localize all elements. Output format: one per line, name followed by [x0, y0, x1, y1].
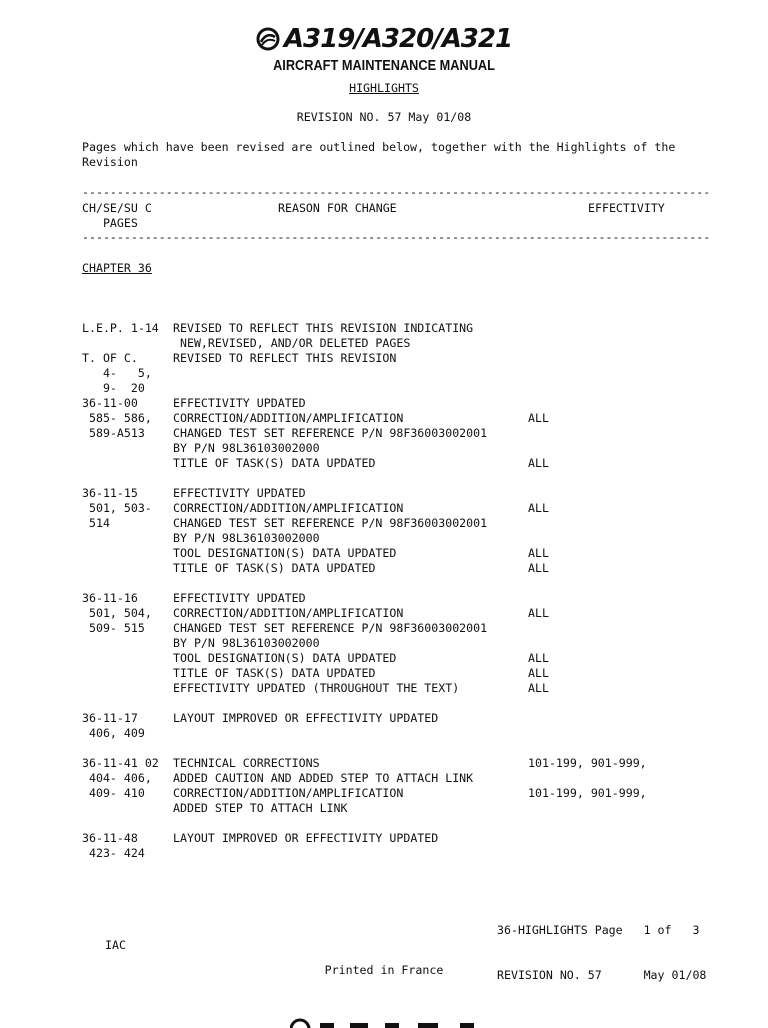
airbus-logo	[256, 24, 512, 54]
entry-reason: CORRECTION/ADDITION/AMPLIFICATION	[173, 606, 404, 620]
entry-reason: LAYOUT IMPROVED OR EFFECTIVITY UPDATED	[173, 831, 439, 845]
entry-pages: 589-A513	[82, 426, 145, 440]
printed-in: Printed in France	[324, 963, 444, 977]
entry-reason: TITLE OF TASK(S) DATA UPDATED	[173, 456, 376, 470]
entry-pages: 406, 409	[82, 726, 145, 740]
entry-pages: 585- 586,	[82, 411, 152, 425]
entry-reason: BY P/N 98L36103002000	[173, 441, 320, 455]
col-header-pages-2: PAGES	[82, 216, 138, 230]
entry-effectivity: ALL	[528, 651, 549, 665]
header-rule-bottom: ------------------------------------------------------------------------------------------	[82, 230, 711, 244]
entry-effectivity: ALL	[528, 501, 549, 515]
revision-line: REVISION NO. 57 May 01/08	[296, 110, 472, 124]
entry-pages: 509- 515	[82, 621, 145, 635]
next-page-logo-fragment	[290, 1016, 500, 1028]
entry-pages: 9- 20	[82, 381, 145, 395]
airbus-swirl-icon	[256, 27, 280, 51]
entry-effectivity: ALL	[528, 561, 549, 575]
entry-effectivity: ALL	[528, 681, 549, 695]
manual-title: AIRCRAFT MAINTENANCE MANUAL	[273, 58, 495, 74]
entry-reason: ADDED STEP TO ATTACH LINK	[173, 801, 348, 815]
entry-pages: 514	[82, 516, 110, 530]
entry-reason: REVISED TO REFLECT THIS REVISION INDICATING	[173, 321, 474, 335]
entry-effectivity: ALL	[528, 666, 549, 680]
entry-effectivity: 101-199, 901-999,	[528, 756, 647, 770]
entry-reason: EFFECTIVITY UPDATED (THROUGHOUT THE TEXT)	[173, 681, 460, 695]
entry-effectivity: ALL	[528, 606, 549, 620]
footer-page-line: 36-HIGHLIGHTS Page 1 of 3	[497, 923, 700, 937]
entry-pages: 36-11-17	[82, 711, 138, 725]
entry-reason: CORRECTION/ADDITION/AMPLIFICATION	[173, 501, 404, 515]
entry-reason: EFFECTIVITY UPDATED	[173, 591, 306, 605]
entry-effectivity: ALL	[528, 456, 549, 470]
entry-reason: CHANGED TEST SET REFERENCE P/N 98F36003002001	[173, 516, 488, 530]
entry-pages: 501, 503-	[82, 501, 152, 515]
entry-reason: EFFECTIVITY UPDATED	[173, 396, 306, 410]
entry-effectivity: ALL	[528, 546, 549, 560]
entry-reason: EFFECTIVITY UPDATED	[173, 486, 306, 500]
entry-reason: REVISED TO REFLECT THIS REVISION	[173, 351, 397, 365]
col-header-reason: REASON FOR CHANGE	[278, 201, 397, 215]
entry-effectivity: 101-199, 901-999,	[528, 786, 647, 800]
entry-reason: TOOL DESIGNATION(S) DATA UPDATED	[173, 546, 397, 560]
entry-effectivity: ALL	[528, 411, 549, 425]
entry-pages: 409- 410	[82, 786, 145, 800]
intro-line-1: Pages which have been revised are outlined below, together with the Highlights of the	[82, 140, 676, 154]
header-logo-line	[0, 24, 768, 56]
entry-reason: BY P/N 98L36103002000	[173, 531, 320, 545]
intro-line-2: Revision	[82, 155, 138, 169]
entry-reason: ADDED CAUTION AND ADDED STEP TO ATTACH LINK	[173, 771, 474, 785]
entry-reason: CORRECTION/ADDITION/AMPLIFICATION	[173, 411, 404, 425]
entry-reason: TITLE OF TASK(S) DATA UPDATED	[173, 666, 376, 680]
chapter-heading: CHAPTER 36	[82, 261, 152, 275]
entry-pages: 36-11-00	[82, 396, 138, 410]
entry-pages: 36-11-16	[82, 591, 138, 605]
section-title: HIGHLIGHTS	[349, 81, 419, 95]
logo-text: A319/A320/A321	[283, 24, 513, 54]
entry-reason: CHANGED TEST SET REFERENCE P/N 98F36003002001	[173, 621, 488, 635]
entry-reason: TECHNICAL CORRECTIONS	[173, 756, 320, 770]
entry-reason: NEW,REVISED, AND/OR DELETED PAGES	[173, 336, 411, 350]
entry-pages: T. OF C.	[82, 351, 138, 365]
entry-pages: L.E.P. 1-14	[82, 321, 159, 335]
footer-page-info	[497, 893, 706, 998]
footer-revision-line: REVISION NO. 57 May 01/08	[497, 968, 707, 982]
cut-off-logo-icon	[290, 1017, 500, 1028]
entry-pages: 4- 5,	[82, 366, 152, 380]
footer-code: IAC	[105, 938, 126, 952]
entry-reason: BY P/N 98L36103002000	[173, 636, 320, 650]
entry-reason: CHANGED TEST SET REFERENCE P/N 98F36003002001	[173, 426, 488, 440]
entry-reason: TITLE OF TASK(S) DATA UPDATED	[173, 561, 376, 575]
entry-pages: 423- 424	[82, 846, 145, 860]
entry-pages: 36-11-15	[82, 486, 138, 500]
entry-pages: 36-11-41 02	[82, 756, 159, 770]
entry-pages: 501, 504,	[82, 606, 152, 620]
entry-pages: 404- 406,	[82, 771, 152, 785]
entry-pages: 36-11-48	[82, 831, 138, 845]
header-rule-top: ------------------------------------------------------------------------------------------	[82, 185, 711, 199]
entry-reason: TOOL DESIGNATION(S) DATA UPDATED	[173, 651, 397, 665]
entry-reason: LAYOUT IMPROVED OR EFFECTIVITY UPDATED	[173, 711, 439, 725]
col-header-pages: CH/SE/SU C	[82, 201, 152, 215]
col-header-effectivity: EFFECTIVITY	[588, 201, 665, 215]
entry-reason: CORRECTION/ADDITION/AMPLIFICATION	[173, 786, 404, 800]
